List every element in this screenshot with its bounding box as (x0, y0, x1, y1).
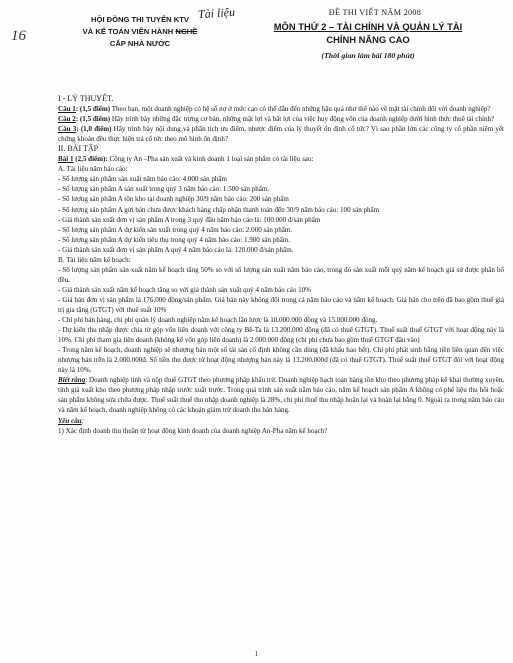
exam-duration: (Thời gian làm bài 180 phút) (321, 51, 415, 60)
list-item: - Số lượng sản phẩm A sản xuất trong quý 3 năm báo cáo: 1.500 sản phẩm. (58, 185, 270, 194)
list-item: - Số lượng sản phẩm A dự kiến sản xuất trong quý 4 năm báo cáo: 2.000 sản phẩm. (58, 225, 293, 234)
margin-mark: 16 (11, 28, 26, 44)
question-1: Câu 1: (1,5 điểm) Theo bạn, một doanh nghiệp có hệ số nợ ở mức cao có thể dẫn đến những hậu quả như thế nào về mặt tài chính đối với doanh nghiệp? (58, 105, 491, 114)
list-item: - Giá thành sản xuất đơn vị sản phẩm A trong 3 quý đầu năm báo cáo là: 100.000 đ/sản phẩm (58, 215, 321, 224)
list-item: - Số lượng sản phẩm A dự kiến tiêu thụ trong quý 4 năm báo cáo: 1.900 sản phẩm. (58, 235, 291, 244)
subject-title: MÔN THỨ 2 – TÀI CHÍNH VÀ QUẢN LÝ TÀI CHÍNH NÂNG CAO (273, 21, 463, 45)
requirement-1: 1) Xác định doanh thu thuần từ hoạt động kinh doanh của doanh nghiệp An-Pha năm kế hoạch? (58, 426, 328, 435)
council-line3: CẤP NHÀ NƯỚC (109, 39, 171, 48)
list-item: - Trong năm kế hoạch, doanh nghiệp sẽ nhượng bán một số tài sản cố định không cần dùng (đã khấu hao hết). Chi phí phát sinh bằng tiền liên quan đến việc nhượng bán trên là 2.000.000đ. Số tiền thu được từ hoạt động nhượng bán này là 13.200.000đ (đã có thuế GTGT). Thuế suất thuế GTGT đối với hoạt động này là 10%. (58, 346, 504, 375)
exercise-heading: II. BÀI TẬP (58, 144, 99, 154)
list-item: - Giá thành sản xuất đơn vị sản phẩm A quý 4 năm báo cáo là: 120.000 đ/sản phẩm. (58, 245, 294, 254)
question-2: Câu 2: (1,5 điểm) Hãy trình bày những đặc trưng cơ bản, những mặt lợi và bất lợi của việc huy động vốn của doanh nghiệp dưới hình thức thuê tài chính? (58, 115, 495, 124)
council-header (56, 14, 224, 50)
note-paragraph: Biết rằng: Doanh nghiệp tính và nộp thuế GTGT theo phương pháp khấu trừ. Doanh nghiệp hạch toán hàng tồn kho theo phương pháp kê khai thường xuyên, tính giá xuất kho theo phương pháp nhập trước xuất trước. Trong quá trình sản xuất năm báo cáo, năm kế hoạch sản phẩm A không có phế liệu thu hồi hoặc sản phẩm không sửa chữa được. Thuế suất thuế thu nhập doanh nghiệp là 28%, chi phí thuế thu nhập hoãn lại và hoàn lại bằng 0. Ngoài ra trong năm báo cáo và năm kế hoạch, doanh nghiệp không có các khoản giảm trừ doanh thu bán hàng. (58, 376, 505, 415)
list-item: - Số lượng sản phẩm A gửi bán chưa được khách hàng chấp nhận thanh toán đến 30/9 năm báo cáo: 100 sản phẩm (58, 205, 380, 214)
exam-body (58, 94, 504, 436)
part-b-heading: B. Tài liệu năm kế hoạch: (58, 255, 131, 264)
requirements-label: Yêu cầu: (58, 416, 85, 425)
part-a-heading: A. Tài liệu năm báo cáo: (58, 165, 128, 174)
page-number: 1 (254, 650, 259, 658)
council-line2: VÀ KẾ TOÁN VIÊN HÀNH NGHỀ (82, 27, 198, 36)
theory-heading: I - LÝ THUYẾT. (58, 94, 114, 103)
list-item: - Giá thành sản xuất năm kế hoạch tăng so với giá thành sản xuất quý 4 năm báo cáo 10% (58, 285, 312, 294)
list-item: - Số lượng sản phẩm A tồn kho tại doanh nghiệp 30/9 năm báo cáo: 200 sản phẩm (58, 195, 289, 204)
list-item: - Dự kiến thu nhập được chia từ góp vốn liên doanh với công ty Bê-Ta là 13.200.000 đồng (đã có thuế GTGT). Thuế suất thuế GTGT với hoạt động này là 10%. Chi phí tham gia liên doanh (không kể vốn góp liên doanh) là 2.000.000 đồng (chi phí chưa bao gồm thuế GTGT đầu vào) (58, 326, 504, 345)
exam-header (230, 8, 506, 60)
question-3: Câu 3: (1,0 điểm) Hãy trình bày nội dung và phân tích ưu điểm, nhược điểm của lý thuyết ổn định cổ tức? Vì sao phần lớn các công ty cổ phần niêm yết chứng khoán đều thực hiện trả cổ tức theo mô hình ổn định? (58, 125, 505, 144)
list-item: - Giá bán đơn vị sản phẩm là 176.000 đồng/sản phẩm. Giá bán này không đổi trong cả năm báo cáo và năm kế hoạch. Giá bán cho trên đã bao gồm thuế giá trị gia tăng (GTGT) với thuế suất 10% (58, 295, 504, 314)
council-line1: HỘI ĐỒNG THI TUYỂN KTV (91, 15, 189, 24)
list-item: - Chi phí bán hàng, chi phí quản lý doanh nghiệp năm kế hoạch lần lược là 10.000.000 đồng và 15.000.000 đồng. (58, 316, 378, 325)
exam-title: ĐỀ THI VIẾT NĂM 2008 (328, 8, 422, 17)
struck-word: NGHỀ (175, 27, 198, 36)
list-item: - Số lượng sản phẩm sản xuất năm kế hoạch tăng 50% so với số lượng sản xuất năm báo cáo, trong đó sản xuất mỗi quý năm kế hoạch giả sử được phân bổ đều. (58, 265, 504, 284)
list-item: - Số lượng sản phẩm sản xuất năm báo cáo: 4.000 sản phẩm (58, 175, 228, 184)
handwritten-note: Tài liệu (197, 4, 236, 22)
exercise-1-intro: Bài 1 (2,5 điểm): Công ty An –Pha sản xuất và kinh doanh 1 loại sản phẩm có tài liệu sau: (58, 155, 314, 164)
